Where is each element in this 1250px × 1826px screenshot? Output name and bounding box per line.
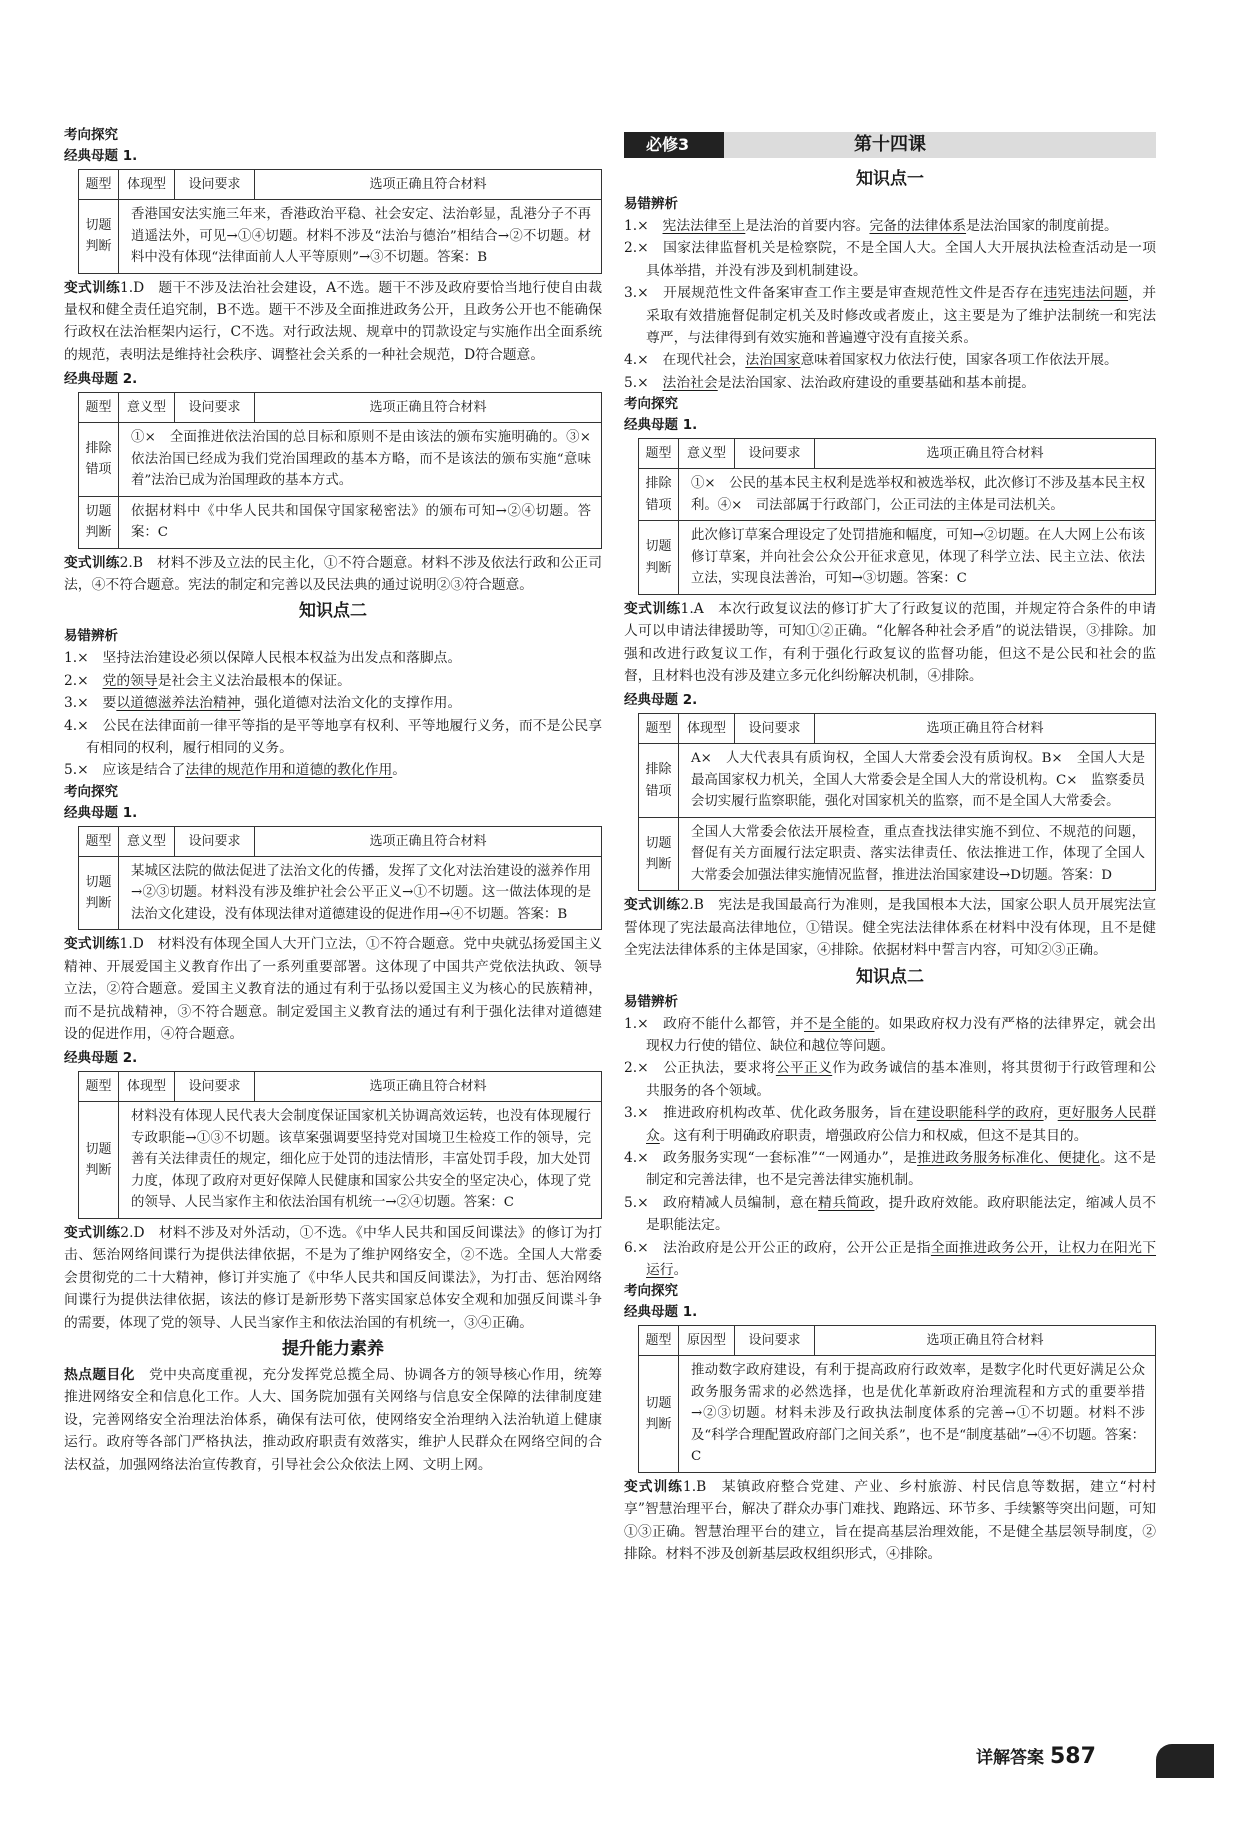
page-number: 587	[1050, 1744, 1096, 1769]
answer-table	[638, 1325, 1156, 1473]
table-header-cell: 意义型	[119, 826, 175, 856]
row-content: ①× 公民的基本民主权利是选举权和被选举权，此次修订不涉及基本民主权利。④× 司法部属于行政部门，公正司法的主体是司法机关。	[679, 469, 1156, 521]
list-item: 1.× 宪法法律至上是法治的首要内容。完备的法律体系是法治国家的制度前提。	[624, 218, 1118, 234]
right-column	[624, 164, 1156, 1566]
variant-answer	[64, 1222, 602, 1334]
variant-answer	[64, 933, 602, 1045]
table-header-cell: 选项正确且符合材料	[255, 1072, 602, 1102]
variant-label: 变式训练	[64, 554, 120, 571]
variant-label: 变式训练	[624, 600, 681, 617]
variant-text: 2.B 宪法是我国最高行为准则，是我国根本大法，国家公职人员开展宪法宣誓体现了宪法最高法律地位，①错误。健全宪法法律体系在材料中没有体现，且不是健全宪法法律体系的主体是国家，④排除。依据材料中誓言内容，可知②③正确。	[624, 897, 1156, 959]
list-item: 5.× 政府精减人员编制，意在精兵简政，提升政府效能。政府职能法定，缩减人员不是职能法定。	[624, 1194, 1157, 1234]
list-item: 2.× 党的领导是社会主义法治最根本的保证。	[64, 672, 351, 689]
answer-table	[78, 169, 602, 274]
list-item: 4.× 政务服务实现“一套标准”“一网通办”，是推进政务服务标准化、便捷化。这不是制定和完善法律，也不是完善法律实施机制。	[624, 1150, 1157, 1189]
section-heading: 考向探究	[64, 783, 118, 800]
footer-label: 详解答案	[976, 1748, 1044, 1768]
hot-topic	[64, 1364, 602, 1476]
question-label: 经典母题	[64, 804, 118, 821]
question-number: 1.	[122, 804, 138, 821]
table-header-cell: 选项正确且符合材料	[815, 1326, 1156, 1356]
table-header-cell: 设问要求	[175, 826, 255, 856]
question-number: 2.	[682, 692, 698, 709]
list-item: 3.× 要以道德滋养法治精神，强化道德对法治文化的支撑作用。	[64, 695, 462, 712]
table-header-cell: 设问要求	[735, 439, 815, 469]
hot-topic-label: 热点题目化	[64, 1366, 135, 1383]
question-heading	[624, 690, 1156, 711]
variant-label: 变式训练	[624, 1478, 683, 1495]
row-content: 推动数字政府建设，有利于提高政府行政效率，是数字化时代更好满足公众政务服务需求的必然选择，也是优化革新政府治理流程和方式的重要举措→②③切题。材料未涉及行政执法制度体系的完善→①不切题。材料不涉及“科学合理配置政府部门之间关系”，也不是“制度基础”→④不切题。答案：C	[679, 1356, 1156, 1473]
question-number: 2.	[122, 1050, 138, 1067]
list-item: 3.× 开展规范性文件备案审查工作主要是审查规范性文件是否存在违宪违法问题，并采取有效措施督促制定机关及时修改或者废止，这主要是为了维护法制统一和宪法尊严，与法律得到有效实施和普遍遵守没有直接关系。	[624, 285, 1156, 347]
table-header-cell: 体现型	[119, 170, 175, 200]
variant-text: 1.D 题干不涉及法治社会建设，A不选。题干不涉及政府要恰当地行使自由裁量权和健全责任追究制，B不选。题干不涉及全面推进政务公开，且政务公开也不能确保行政权在法治框架内运行，C不选。对行政法规、规章中的罚款设定与实施作出全面系统的规范，表明法是维持社会秩序、调整社会关系的一种社会规范，D符合题意。	[64, 279, 603, 363]
section-heading: 考向探究	[64, 127, 118, 143]
page-footer	[976, 1746, 1096, 1770]
corner-tab	[1156, 1744, 1214, 1778]
table-header-cell: 设问要求	[735, 714, 815, 744]
question-number: 1.	[682, 1304, 698, 1321]
table-header-cell: 题型	[639, 1326, 679, 1356]
question-number: 1.	[682, 417, 698, 434]
row-content: A× 人大代表具有质询权，全国人大常委会没有质询权。B× 全国人大是最高国家权力机关，全国人大常委会是全国人大的常设机构。C× 监察委员会切实履行监察职能，强化对国家机关的监察，而不是全国人大常委会。	[679, 744, 1156, 818]
question-number: 1.	[122, 148, 138, 164]
question-heading	[624, 1302, 1156, 1323]
table-header-cell: 题型	[79, 393, 119, 423]
table-header-cell: 设问要求	[735, 1326, 815, 1356]
table-header-cell: 原因型	[679, 1326, 735, 1356]
variant-answer	[64, 552, 602, 597]
row-label: 排除错项	[79, 423, 119, 497]
row-label: 排除错项	[639, 469, 679, 521]
variant-label: 变式训练	[64, 279, 120, 296]
question-label: 经典母题	[624, 1304, 678, 1321]
row-content: 此次修订草案合理设定了处罚措施和幅度，可知→②切题。在人大网上公布该修订草案，并向社会公众公开征求意见，体现了科学立法、民主立法、依法立法，实现良法善治，可知→③切题。答案：C	[679, 521, 1156, 595]
list-item: 5.× 法治社会是法治国家、法治政府建设的重要基础和基本前提。	[624, 374, 1036, 391]
list-item: 6.× 法治政府是公开公正的政府，公开公正是指全面推进政务公开，让权力在阳光下运行。	[624, 1239, 1157, 1279]
row-label: 切题判断	[639, 521, 679, 595]
knowledge-point-title: 知识点二	[299, 601, 367, 622]
table-header-cell: 选项正确且符合材料	[255, 393, 602, 423]
list-item: 1.× 坚持法治建设必须以保障人民根本权益为出发点和落脚点。	[64, 650, 462, 667]
table-header-cell: 选项正确且符合材料	[815, 714, 1156, 744]
row-label: 切题判断	[639, 1356, 679, 1473]
question-label: 经典母题	[624, 417, 678, 434]
table-header-cell: 题型	[79, 170, 119, 200]
variant-answer	[624, 894, 1156, 961]
answer-table	[78, 1071, 602, 1219]
table-header-cell: 设问要求	[175, 1072, 255, 1102]
table-header-cell: 题型	[639, 714, 679, 744]
question-heading	[64, 803, 602, 824]
question-heading	[64, 146, 602, 167]
list-item: 5.× 应该是结合了法律的规范作用和道德的教化作用。	[64, 762, 407, 779]
banner-course: 必修3	[624, 132, 724, 158]
question-label: 经典母题	[64, 148, 118, 164]
table-header-cell: 题型	[79, 1072, 119, 1102]
list-item: 4.× 在现代社会，法治国家意味着国家权力依法行使，国家各项工作依法开展。	[624, 352, 1118, 369]
hot-topic-text: 党中央高度重视，充分发挥党总揽全局、协调各方的领导核心作用，统筹推进网络安全和信息化工作。人大、国务院加强有关网络与信息安全保障的法律制度建设，完善网络安全治理法治体系，确保有法可依，使网络安全治理纳入法治轨道上健康运行。政府等各部门严格执法，推动政府职责有效落实，维护人民群众在网络空间的合法权益，加强网络法治宣传教育，引导社会公众依法上网、文明上网。	[64, 1366, 603, 1473]
question-label: 经典母题	[64, 371, 118, 388]
answer-table	[638, 713, 1156, 891]
table-header-cell: 体现型	[119, 1072, 175, 1102]
row-label: 切题判断	[639, 817, 679, 891]
variant-text: 1.A 本次行政复议法的修订扩大了行政复议的范围，并规定符合条件的申请人可以申请法律援助等，可知①②正确。“化解各种社会矛盾”的说法错误，③排除。加强和改进行政复议工作，有利于强化行政复议的监督功能，但这不是公民和社会的监督，且材料也没有涉及建立多元化纠纷解决机制，④排除。	[624, 600, 1156, 684]
variant-label: 变式训练	[624, 897, 681, 914]
answer-table	[78, 826, 602, 931]
banner-title: 第十四课	[854, 134, 926, 155]
variant-text: 1.B 某镇政府整合党建、产业、乡村旅游、村民信息等数据，建立“村村享”智慧治理平台，解决了群众办事门难找、跑路远、环节多、手续繁等突出问题，可知①③正确。智慧治理平台的建立，旨在提高基层治理效能，不是健全基层领导制度，②排除。材料不涉及创新基层政权组织形式，④排除。	[624, 1478, 1157, 1563]
table-header-cell: 体现型	[679, 714, 735, 744]
list-item: 2.× 公正执法，要求将公平正义作为政务诚信的基本准则，将其贯彻于行政管理和公共服务的各个领域。	[624, 1060, 1157, 1099]
section-heading: 考向探究	[624, 1283, 678, 1300]
variant-answer	[624, 1476, 1156, 1566]
question-heading	[64, 369, 602, 390]
knowledge-point-title: 知识点二	[856, 966, 924, 987]
list-item: 1.× 政府不能什么都管，并不是全能的。如果政府权力没有严格的法律界定，就会出现权力行使的错位、缺位和越位等问题。	[624, 1015, 1157, 1054]
list-item: 4.× 公民在法律面前一律平等指的是平等地享有权利、平等地履行义务，而不是公民享有相同的权利，履行相同的义务。	[64, 717, 602, 757]
section-heading: 易错辨析	[64, 628, 118, 645]
question-label: 经典母题	[64, 1050, 118, 1067]
section-heading: 易错辨析	[624, 993, 678, 1010]
variant-answer	[64, 277, 602, 367]
variant-text: 2.D 材料不涉及对外活动，①不选。《中华人民共和国反间谍法》的修订为打击、惩治网络间谍行为提供法律依据，不是为了维护网络安全，②不选。全国人大常委会贯彻党的二十大精神，修订并实施了《中华人民共和国反间谍法》，为打击、惩治网络间谍行为提供法律依据，该法的修订是新形势下落实国家总体安全观和加强反间谍斗争的需要，体现了党的领导、人民当家作主和依法治国的有机统一，③④正确。	[64, 1224, 603, 1331]
row-content: 依据材料中《中华人民共和国保守国家秘密法》的颁布可知→②④切题。答案：C	[119, 496, 602, 548]
answer-table	[78, 392, 605, 549]
table-header-cell: 设问要求	[175, 170, 255, 200]
row-label: 排除错项	[639, 744, 679, 818]
row-label: 切题判断	[79, 496, 119, 548]
section-heading: 考向探究	[624, 396, 678, 413]
list-item: 3.× 推进政府机构改革、优化政务服务，旨在建设职能科学的政府，更好服务人民群众。这有利于明确政府职责，增强政府公信力和权威，但这不是其目的。	[624, 1105, 1157, 1144]
row-label: 切题判断	[79, 856, 119, 930]
row-label: 切题判断	[79, 200, 119, 274]
variant-text: 1.D 材料没有体现全国人大开门立法，①不符合题意。党中央就弘扬爱国主义精神、开展爱国主义教育作出了一系列重要部署。这体现了中国共产党依法执政、领导立法，②符合题意。爱国主义教育法的通过有利于弘扬以爱国主义为核心的民族精神，而不是抗战精神，③不符合题意。制定爱国主义教育法的通过有利于强化法律对道德建设的促进作用，④符合题意。	[64, 936, 602, 1042]
variant-text: 2.B 材料不涉及立法的民主化，①不符合题意。材料不涉及依法行政和公正司法，④不符合题意。宪法的制定和完善以及民法典的通过说明②③符合题意。	[64, 554, 603, 594]
row-content: 香港国安法实施三年来，香港政治平稳、社会安定、法治彰显，乱港分子不再逍遥法外，可见→①④切题。材料不涉及“法治与德治”相结合→②不切题。材料中没有体现“法律面前人人平等原则”→③不切题。答案：B	[119, 200, 602, 274]
question-heading	[624, 415, 1156, 436]
table-header-cell: 选项正确且符合材料	[255, 170, 602, 200]
variant-label: 变式训练	[64, 936, 120, 953]
row-content: 全国人大常委会依法开展检查，重点查找法律实施不到位、不规范的问题，督促有关方面履行法定职责、落实法律责任、依法推进工作，体现了全国人大常委会加强法律实施情况监督，推进法治国家建设→D切题。答案：D	[679, 817, 1156, 891]
row-content: ①× 全面推进依法治国的总目标和原则不是由该法的颁布实施明确的。③× 依法治国已经成为我们党治国理政的基本方略，而不是该法的颁布实施“意味着”法治已成为治国理政的基本方式。	[119, 423, 602, 497]
table-header-cell: 题型	[639, 439, 679, 469]
section-heading: 易错辨析	[624, 196, 678, 212]
left-column	[64, 125, 605, 1476]
list-item: 2.× 国家法律监督机关是检察院，不是全国人大。全国人大开展执法检查活动是一项具体举措，并没有涉及到机制建设。	[624, 240, 1156, 279]
chapter-banner	[624, 132, 1156, 158]
knowledge-point-title: 知识点一	[856, 169, 924, 189]
table-header-cell: 选项正确且符合材料	[815, 439, 1156, 469]
answer-table	[638, 438, 1156, 595]
question-heading	[64, 1048, 602, 1069]
row-label: 切题判断	[79, 1102, 119, 1219]
question-label: 经典母题	[624, 692, 678, 709]
table-header-cell: 意义型	[119, 393, 175, 423]
variant-label: 变式训练	[64, 1224, 121, 1241]
row-content: 某城区法院的做法促进了法治文化的传播，发挥了文化对法治建设的滋养作用→②③切题。材料没有涉及维护社会公平正义→①不切题。这一做法体现的是法治文化建设，没有体现法律对道德建设的促进作用→④不切题。答案：B	[119, 856, 602, 930]
table-header-cell: 意义型	[679, 439, 735, 469]
row-content: 材料没有体现人民代表大会制度保证国家机关协调高效运转，也没有体现履行专政职能→①③不切题。该草案强调要坚持党对国境卫生检疫工作的领导，完善有关法律责任的规定，细化应于处罚的违法情形，丰富处罚手段，加大处罚力度，体现了政府对更好保障人民健康和国家公共安全的坚定决心，体现了党的领导、人民当家作主和依法治国有机统一→②④切题。答案：C	[119, 1102, 602, 1219]
table-header-cell: 设问要求	[175, 393, 255, 423]
question-number: 2.	[122, 371, 138, 388]
table-header-cell: 题型	[79, 826, 119, 856]
variant-answer	[624, 598, 1156, 688]
ability-title: 提升能力素养	[282, 1338, 384, 1359]
table-header-cell: 选项正确且符合材料	[255, 826, 602, 856]
